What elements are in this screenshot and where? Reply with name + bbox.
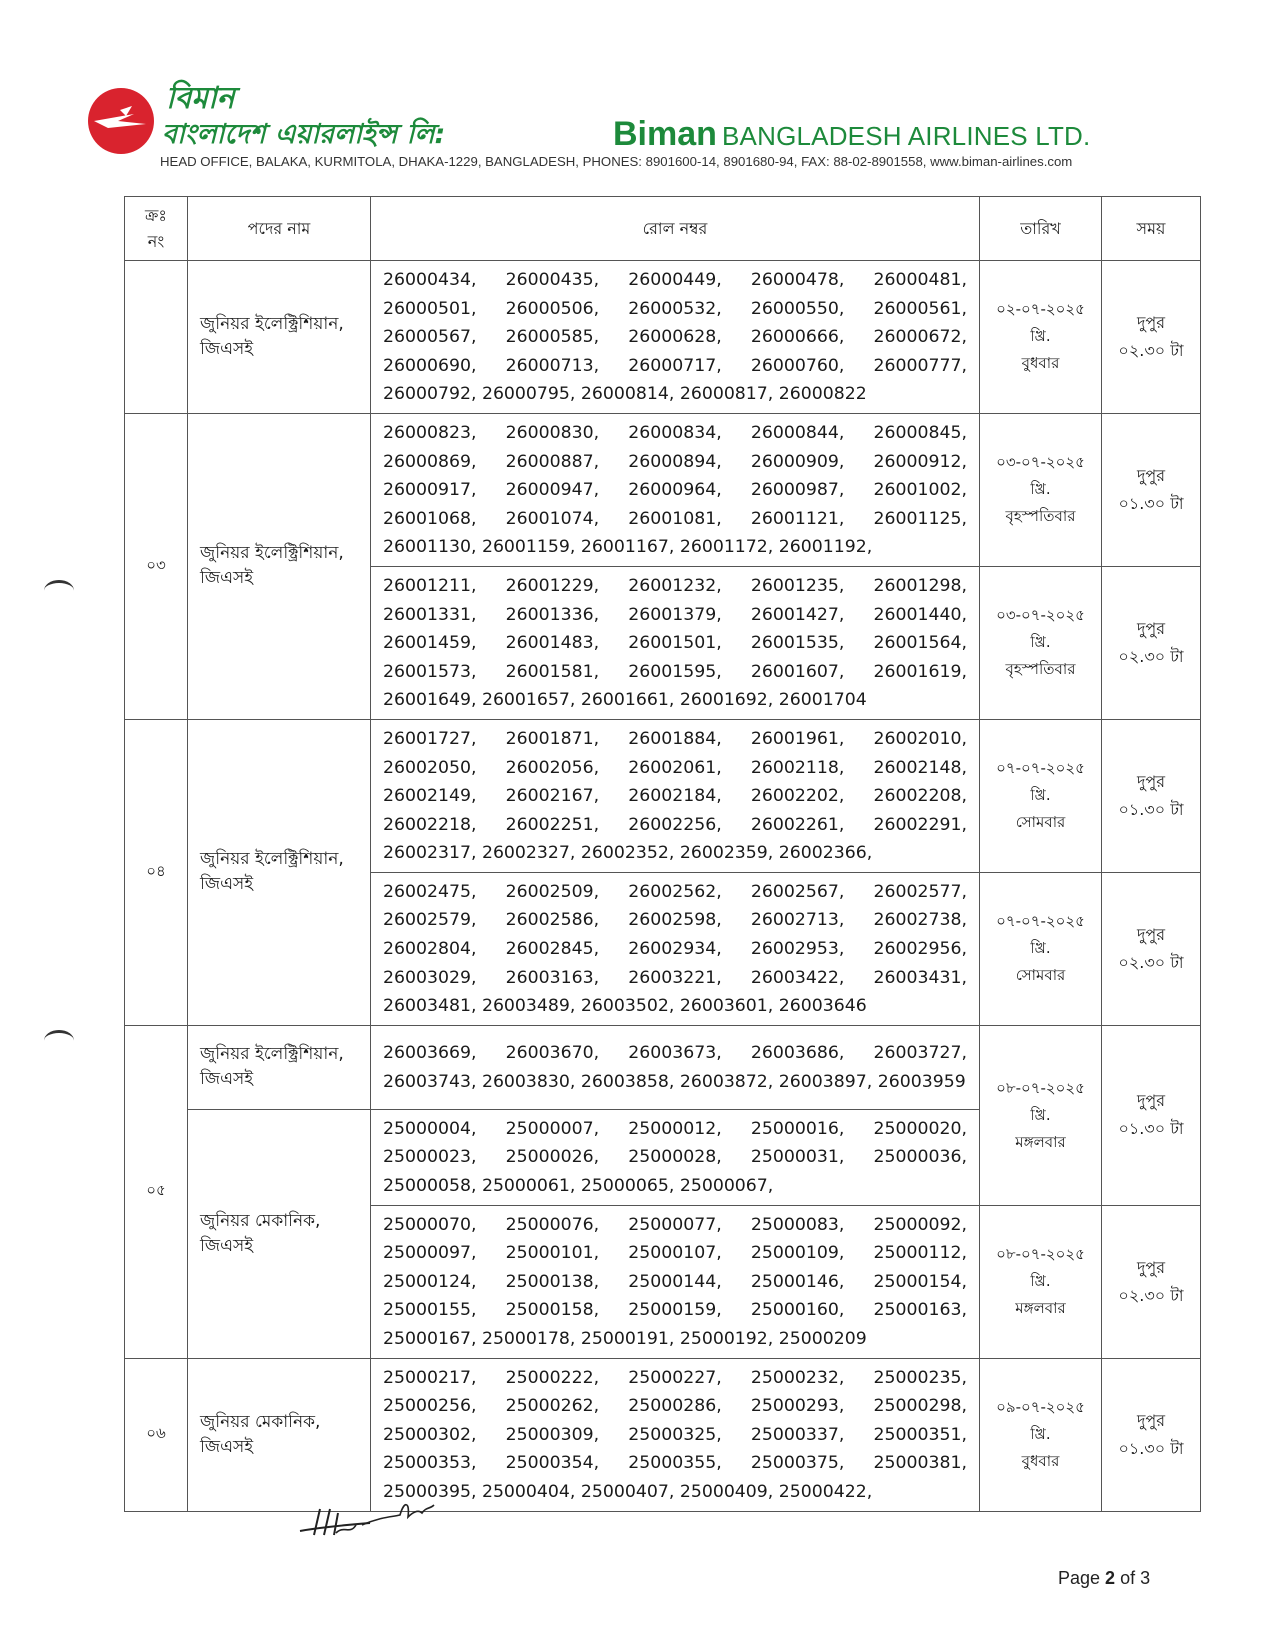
- time-period: দুপুর: [1136, 1257, 1166, 1277]
- post-name: জুনিয়র মেকানিক,: [200, 1210, 321, 1231]
- date-era: খ্রি.: [1030, 786, 1051, 805]
- serial-cell: ০৪: [125, 719, 188, 1025]
- date-cell: [980, 719, 1102, 872]
- header-roll: রোল নম্বর: [371, 197, 980, 261]
- roll-numbers-cell: 26000434, 26000435, 26000449, 26000478, 26000481, 26000501, 26000506, 26000532, 26000550, 26000561, 26000567, 26000585, 26000628, 26000666, 26000672, 26000690, 26000713, 26000717, 26000760, 26000777, 26000792, 26000795, 26000814, 26000817, 26000822: [371, 261, 980, 414]
- date-cell: [980, 872, 1102, 1025]
- date-weekday: সোমবার: [1015, 813, 1066, 832]
- date-cell: [980, 1205, 1102, 1358]
- post-cell: [188, 1109, 371, 1358]
- post-unit: জিএসই: [200, 1235, 254, 1256]
- post-unit: জিএসই: [200, 1069, 254, 1090]
- post-unit: জিএসই: [200, 338, 254, 359]
- time-cell: [1102, 872, 1201, 1025]
- date-weekday: বুধবার: [1021, 1452, 1060, 1471]
- time-value: ০১.৩০ টা: [1118, 1438, 1184, 1458]
- date-cell: [980, 1358, 1102, 1511]
- date-era: খ্রি.: [1030, 1272, 1051, 1291]
- post-unit: জিএসই: [200, 568, 254, 589]
- date-era: খ্রি.: [1030, 1105, 1051, 1124]
- time-cell: [1102, 1358, 1201, 1511]
- date-weekday: বৃহস্পতিবার: [1005, 507, 1076, 526]
- date-value: ০৮-০৭-২০২৫: [996, 1078, 1085, 1097]
- date-value: ০২-০৭-২০২৫: [996, 300, 1085, 319]
- post-name: জুনিয়র ইলেক্ট্রিশিয়ান,: [200, 1044, 344, 1065]
- header-serial: [125, 197, 188, 261]
- header-serial-line1: ক্রঃ: [145, 205, 167, 225]
- date-value: ০৯-০৭-২০২৫: [996, 1398, 1085, 1417]
- date-value: ০৭-০৭-২০২৫: [996, 912, 1085, 931]
- page-number: [1058, 1568, 1150, 1589]
- handwritten-signature: [292, 1495, 462, 1559]
- post-name: জুনিয়র মেকানিক,: [200, 1411, 321, 1432]
- brand-english: [613, 116, 1090, 158]
- post-name: জুনিয়র ইলেক্ট্রিশিয়ান,: [200, 849, 344, 870]
- table-row: [125, 719, 1201, 872]
- table-row: [125, 261, 1201, 414]
- date-weekday: বুধবার: [1021, 354, 1060, 373]
- roll-numbers-cell: 26001211, 26001229, 26001232, 26001235, 26001298, 26001331, 26001336, 26001379, 26001427, 26001440, 26001459, 26001483, 26001501, 26001535, 26001564, 26001573, 26001581, 26001595, 26001607, 26001619, 26001649, 26001657, 26001661, 26001692, 26001704: [371, 566, 980, 719]
- serial-cell: ০৩: [125, 413, 188, 719]
- post-cell: [188, 1358, 371, 1511]
- serial-cell: ০৬: [125, 1358, 188, 1511]
- time-period: দুপুর: [1136, 1410, 1166, 1430]
- header-serial-line2: নং: [147, 231, 165, 251]
- date-cell: [980, 566, 1102, 719]
- time-period: দুপুর: [1136, 1091, 1166, 1111]
- date-weekday: বৃহস্পতিবার: [1005, 660, 1076, 679]
- punch-hole-mark: [44, 580, 74, 601]
- table-row: [125, 413, 1201, 566]
- post-cell: [188, 261, 371, 414]
- roll-numbers-cell: 26001727, 26001871, 26001884, 26001961, 26002010, 26002050, 26002056, 26002061, 26002118, 26002148, 26002149, 26002167, 26002184, 26002202, 26002208, 26002218, 26002251, 26002256, 26002261, 26002291, 26002317, 26002327, 26002352, 26002359, 26002366,: [371, 719, 980, 872]
- date-era: খ্রি.: [1030, 480, 1051, 499]
- time-period: দুপুর: [1136, 465, 1166, 485]
- header-date: তারিখ: [980, 197, 1102, 261]
- date-value: ০৮-০৭-২০২৫: [996, 1245, 1085, 1264]
- time-value: ০২.৩০ টা: [1118, 1285, 1184, 1305]
- post-name: জুনিয়র ইলেক্ট্রিশিয়ান,: [200, 543, 344, 564]
- time-cell: [1102, 261, 1201, 414]
- date-value: ০৩-০৭-২০২৫: [996, 453, 1085, 472]
- date-era: খ্রি.: [1030, 327, 1051, 346]
- header-time: সময়: [1102, 197, 1201, 261]
- date-value: ০৭-০৭-২০২৫: [996, 759, 1085, 778]
- roll-numbers-cell: 26000823, 26000830, 26000834, 26000844, 26000845, 26000869, 26000887, 26000894, 26000909, 26000912, 26000917, 26000947, 26000964, 26000987, 26001002, 26001068, 26001074, 26001081, 26001121, 26001125, 26001130, 26001159, 26001167, 26001172, 26001192,: [371, 413, 980, 566]
- date-era: খ্রি.: [1030, 939, 1051, 958]
- date-cell: [980, 1025, 1102, 1205]
- post-cell: [188, 1025, 371, 1109]
- date-cell: [980, 261, 1102, 414]
- roll-schedule-table: [124, 196, 1201, 1512]
- table-row: [125, 1025, 1201, 1109]
- time-period: দুপুর: [1136, 771, 1166, 791]
- roll-numbers-cell: 26002475, 26002509, 26002562, 26002567, 26002577, 26002579, 26002586, 26002598, 26002713, 26002738, 26002804, 26002845, 26002934, 26002953, 26002956, 26003029, 26003163, 26003221, 26003422, 26003431, 26003481, 26003489, 26003502, 26003601, 26003646: [371, 872, 980, 1025]
- time-cell: [1102, 1025, 1201, 1205]
- post-cell: [188, 719, 371, 1025]
- time-cell: [1102, 719, 1201, 872]
- time-cell: [1102, 566, 1201, 719]
- table-row: [125, 1358, 1201, 1511]
- brand-english-name: BANGLADESH AIRLINES LTD.: [722, 121, 1091, 151]
- post-unit: জিএসই: [200, 1436, 254, 1457]
- date-value: ০৩-০৭-২০২৫: [996, 606, 1085, 625]
- date-era: খ্রি.: [1030, 1425, 1051, 1444]
- page-prefix: Page: [1058, 1568, 1106, 1588]
- time-period: দুপুর: [1136, 312, 1166, 332]
- time-cell: [1102, 1205, 1201, 1358]
- biman-logo-icon: [88, 88, 154, 154]
- date-cell: [980, 413, 1102, 566]
- table-header-row: [125, 197, 1201, 261]
- time-value: ০১.৩০ টা: [1118, 493, 1184, 513]
- roll-numbers-cell: 25000217, 25000222, 25000227, 25000232, 25000235, 25000256, 25000262, 25000286, 25000293, 25000298, 25000302, 25000309, 25000325, 25000337, 25000351, 25000353, 25000354, 25000355, 25000375, 25000381, 25000395, 25000404, 25000407, 25000409, 25000422,: [371, 1358, 980, 1511]
- time-value: ০২.৩০ টা: [1118, 952, 1184, 972]
- brand-bengali-line1: বিমান: [166, 81, 235, 116]
- roll-numbers-cell: 25000070, 25000076, 25000077, 25000083, 25000092, 25000097, 25000101, 25000107, 25000109, 25000112, 25000124, 25000138, 25000144, 25000146, 25000154, 25000155, 25000158, 25000159, 25000160, 25000163, 25000167, 25000178, 25000191, 25000192, 25000209: [371, 1205, 980, 1358]
- date-weekday: সোমবার: [1015, 966, 1066, 985]
- page-current: 2: [1105, 1568, 1116, 1588]
- brand-bengali-line2: বাংলাদেশ এয়ারলাইন্স লি:: [162, 119, 446, 150]
- page-total: of 3: [1115, 1568, 1151, 1588]
- roll-numbers-cell: 25000004, 25000007, 25000012, 25000016, 25000020, 25000023, 25000026, 25000028, 25000031, 25000036, 25000058, 25000061, 25000065, 25000067,: [371, 1109, 980, 1205]
- time-period: দুপুর: [1136, 618, 1166, 638]
- serial-cell: ০৫: [125, 1025, 188, 1358]
- time-value: ০১.৩০ টা: [1118, 799, 1184, 819]
- date-weekday: মঙ্গলবার: [1015, 1132, 1066, 1151]
- date-weekday: মঙ্গলবার: [1015, 1299, 1066, 1318]
- time-value: ০২.৩০ টা: [1118, 340, 1184, 360]
- header-post: পদের নাম: [188, 197, 371, 261]
- head-office-address: HEAD OFFICE, BALAKA, KURMITOLA, DHAKA-1229, BANGLADESH, PHONES: 8901600-14, 8901680-94, FAX: 88-02-8901558, www.biman-airlines.com: [160, 154, 1073, 169]
- time-period: দুপুর: [1136, 924, 1166, 944]
- date-era: খ্রি.: [1030, 633, 1051, 652]
- roll-numbers-cell: 26003669, 26003670, 26003673, 26003686, 26003727, 26003743, 26003830, 26003858, 26003872, 26003897, 26003959: [371, 1025, 980, 1109]
- time-value: ০২.৩০ টা: [1118, 646, 1184, 666]
- punch-hole-mark: [44, 1030, 74, 1051]
- brand-english-biman: Biman: [613, 115, 717, 153]
- post-name: জুনিয়র ইলেক্ট্রিশিয়ান,: [200, 313, 344, 334]
- time-cell: [1102, 413, 1201, 566]
- time-value: ০১.৩০ টা: [1118, 1119, 1184, 1139]
- post-unit: জিএসই: [200, 874, 254, 895]
- post-cell: [188, 413, 371, 719]
- serial-cell: [125, 261, 188, 414]
